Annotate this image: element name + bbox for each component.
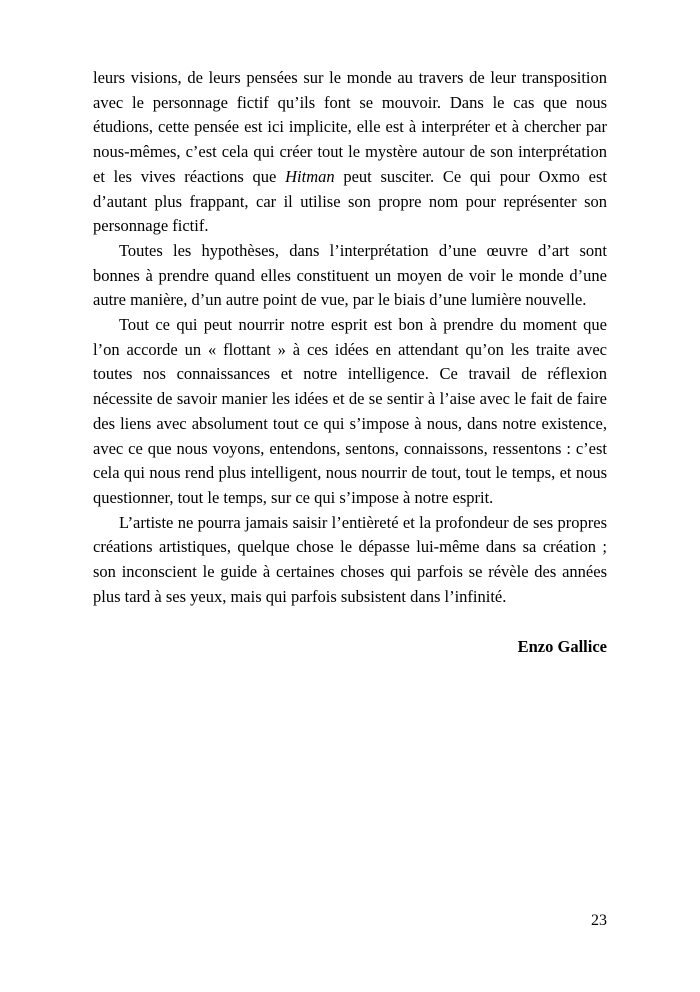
author-signature: Enzo Gallice bbox=[517, 637, 607, 657]
page-number: 23 bbox=[591, 912, 607, 929]
text-segment: peut susciter. Ce qui pour Oxmo est d’autant plus frappant, car il utilise son propre nom pour représenter son personnage fictif. bbox=[93, 166, 607, 236]
text-segment: L’artiste ne pourra jamais saisir l’entièreté et la profondeur de ses propres créations artistiques, quelque chose le dépasse lui-même dans sa création ; son inconscient le guide à certaines choses qui parfois se révèle des années plus tard à ses yeux, mais qui parfois subsistent dans l’infinité. bbox=[93, 512, 607, 606]
paragraph bbox=[93, 313, 607, 511]
text-segment: Tout ce qui peut nourrir notre esprit est bon à prendre du moment que l’on accorde un « flottant » à ces idées en attendant qu’on les traite avec toutes nos connaissances et notre intelligence. Ce travail de réflexion nécessite de savoir manier les idées et de se sentir à l’aise avec le fait de faire des liens avec absolument tout ce qui s’impose à nous, dans notre existence, avec ce que nous voyons, entendons, sentons, connaissons, ressentons : c’est cela qui nous rend plus intelligent, nous nourrir de tout, tout le temps, et nous questionner, tout le temps, sur ce qui s’impose à notre esprit. bbox=[93, 315, 607, 507]
paragraph bbox=[93, 511, 607, 610]
paragraph bbox=[93, 239, 607, 313]
text-segment: Toutes les hypothèses, dans l’interprétation d’une œuvre d’art sont bonnes à prendre quand elles constituent un moyen de voir le monde d’une autre manière, d’un autre point de vue, par le biais d’une lumière nouvelle. bbox=[93, 240, 607, 310]
text-segment: leurs visions, de leurs pensées sur le monde au travers de leur transposition avec le personnage fictif qu’ils font se mouvoir. Dans le cas que nous étudions, cette pensée est ici implicite, elle est à interpréter et à chercher par nous-mêmes, c’est cela qui créer tout le mystère autour de son interprétation et les vives réactions que bbox=[93, 68, 607, 186]
paragraph bbox=[93, 66, 607, 239]
body-text bbox=[93, 66, 607, 609]
page-content bbox=[93, 66, 607, 660]
italic-text-segment: Hitman bbox=[285, 166, 335, 186]
